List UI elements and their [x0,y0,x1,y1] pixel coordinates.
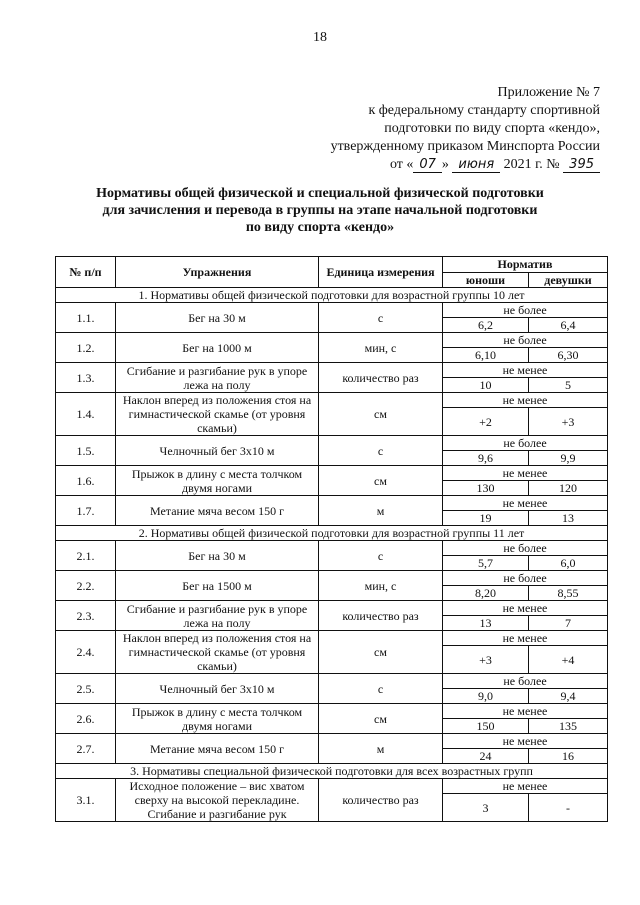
unit-cell: с [319,541,443,571]
unit-cell: с [319,436,443,466]
value-girls: 6,4 [529,318,608,333]
date-mid: » [441,157,449,172]
value-girls: 6,0 [529,556,608,571]
value-girls: 16 [529,749,608,764]
value-boys: 24 [443,749,529,764]
exercise-name: Наклон вперед из положения стоя на гимнастической скамье (от уровня скамьи) [116,393,319,436]
unit-cell: количество раз [319,363,443,393]
value-girls: 120 [529,481,608,496]
condition-cell: не более [443,541,608,556]
exercise-name: Бег на 30 м [116,541,319,571]
table-row [56,466,608,481]
exercise-name: Челночный бег 3х10 м [116,674,319,704]
value-boys: 5,7 [443,556,529,571]
date-prefix: от « [389,157,414,172]
exercise-name: Метание мяча весом 150 г [116,496,319,526]
unit-cell: см [319,393,443,436]
row-number: 1.3. [56,363,116,393]
condition-cell: не менее [443,631,608,646]
value-boys: 6,10 [443,348,529,363]
condition-cell: не менее [443,496,608,511]
handwritten-day: 07 [413,157,442,173]
table-row [56,631,608,646]
exercise-name: Бег на 1000 м [116,333,319,363]
row-number: 2.5. [56,674,116,704]
appendix-line3: подготовки по виду спорта «кендо», [384,121,600,136]
unit-cell: м [319,496,443,526]
unit-cell: мин, с [319,571,443,601]
condition-cell: не более [443,303,608,318]
header-exercise: Упражнения [116,257,319,288]
row-number: 3.1. [56,779,116,822]
exercise-name: Метание мяча весом 150 г [116,734,319,764]
table-row [56,303,608,318]
unit-cell: количество раз [319,779,443,822]
unit-cell: см [319,466,443,496]
section-title: 2. Нормативы общей физической подготовки для возрастной группы 11 лет [56,526,608,541]
row-number: 2.2. [56,571,116,601]
value-boys: 9,0 [443,689,529,704]
value-boys: 3 [443,794,529,822]
condition-cell: не более [443,436,608,451]
page-number: 18 [313,30,327,45]
table-row [56,541,608,556]
unit-cell: с [319,674,443,704]
value-girls: +4 [529,646,608,674]
condition-cell: не менее [443,363,608,378]
value-girls: 13 [529,511,608,526]
value-girls: +3 [529,408,608,436]
table-row [56,333,608,348]
unit-cell: см [319,704,443,734]
condition-cell: не более [443,333,608,348]
section-row [56,288,608,303]
exercise-name: Прыжок в длину с места толчком двумя ногами [116,704,319,734]
value-boys: +3 [443,646,529,674]
row-number: 2.1. [56,541,116,571]
table-row [56,363,608,378]
exercise-name: Челночный бег 3х10 м [116,436,319,466]
row-number: 2.4. [56,631,116,674]
value-girls: 7 [529,616,608,631]
row-number: 1.7. [56,496,116,526]
title-line1: Нормативы общей физической и специальной физической подготовки [96,186,544,201]
value-boys: 6,2 [443,318,529,333]
exercise-name: Сгибание и разгибание рук в упоре лежа на полу [116,601,319,631]
exercise-name: Сгибание и разгибание рук в упоре лежа на полу [116,363,319,393]
unit-cell: см [319,631,443,674]
table-row [56,704,608,719]
value-boys: 9,6 [443,451,529,466]
handwritten-month: июня [452,157,500,173]
header-norm: Норматив [443,257,608,273]
date-year: 2021 г. № [503,157,560,172]
section-title: 1. Нормативы общей физической подготовки для возрастной группы 10 лет [56,288,608,303]
value-girls: 5 [529,378,608,393]
condition-cell: не менее [443,734,608,749]
row-number: 2.3. [56,601,116,631]
document-title [60,185,580,236]
table-row [56,436,608,451]
unit-cell: мин, с [319,333,443,363]
row-number: 2.6. [56,704,116,734]
value-girls: 8,55 [529,586,608,601]
appendix-block [300,84,600,174]
row-number: 1.6. [56,466,116,496]
section-title: 3. Нормативы специальной физической подготовки для всех возрастных групп [56,764,608,779]
row-number: 1.2. [56,333,116,363]
value-girls: 6,30 [529,348,608,363]
unit-cell: количество раз [319,601,443,631]
condition-cell: не более [443,571,608,586]
table-row [56,571,608,586]
row-number: 1.5. [56,436,116,466]
value-boys: 19 [443,511,529,526]
header-unit: Единица измерения [319,257,443,288]
row-number: 1.4. [56,393,116,436]
table-row [56,779,608,794]
condition-cell: не менее [443,704,608,719]
header-num: № п/п [56,257,116,288]
value-boys: +2 [443,408,529,436]
exercise-name: Исходное положение – вис хватом сверху на высокой перекладине. Сгибание и разгибание рук [116,779,319,822]
appendix-date-line [300,156,600,174]
value-boys: 8,20 [443,586,529,601]
value-boys: 13 [443,616,529,631]
value-girls: 9,4 [529,689,608,704]
handwritten-number: 395 [563,157,600,173]
section-row [56,526,608,541]
row-number: 2.7. [56,734,116,764]
exercise-name: Наклон вперед из положения стоя на гимнастической скамье (от уровня скамьи) [116,631,319,674]
value-boys: 10 [443,378,529,393]
title-line3: по виду спорта «кендо» [245,220,395,235]
header-boys: юноши [443,272,529,288]
table-body [56,288,608,822]
normatives-table [55,256,608,822]
appendix-line1: Приложение № 7 [497,85,600,100]
section-row [56,764,608,779]
condition-cell: не менее [443,779,608,794]
table-row [56,601,608,616]
condition-cell: не менее [443,393,608,408]
value-girls: 135 [529,719,608,734]
table-row [56,674,608,689]
exercise-name: Прыжок в длину с места толчком двумя ногами [116,466,319,496]
table-row [56,393,608,408]
title-line2: для зачисления и перевода в группы на этапе начальной подготовки [102,203,538,218]
unit-cell: с [319,303,443,333]
condition-cell: не менее [443,466,608,481]
header-girls: девушки [529,272,608,288]
row-number: 1.1. [56,303,116,333]
condition-cell: не менее [443,601,608,616]
value-girls: - [529,794,608,822]
table-row [56,734,608,749]
exercise-name: Бег на 1500 м [116,571,319,601]
condition-cell: не более [443,674,608,689]
table-row [56,496,608,511]
appendix-line2: к федеральному стандарту спортивной [368,103,600,118]
value-boys: 130 [443,481,529,496]
value-boys: 150 [443,719,529,734]
value-girls: 9,9 [529,451,608,466]
unit-cell: м [319,734,443,764]
exercise-name: Бег на 30 м [116,303,319,333]
appendix-line4: утвержденному приказом Минспорта России [330,139,600,154]
